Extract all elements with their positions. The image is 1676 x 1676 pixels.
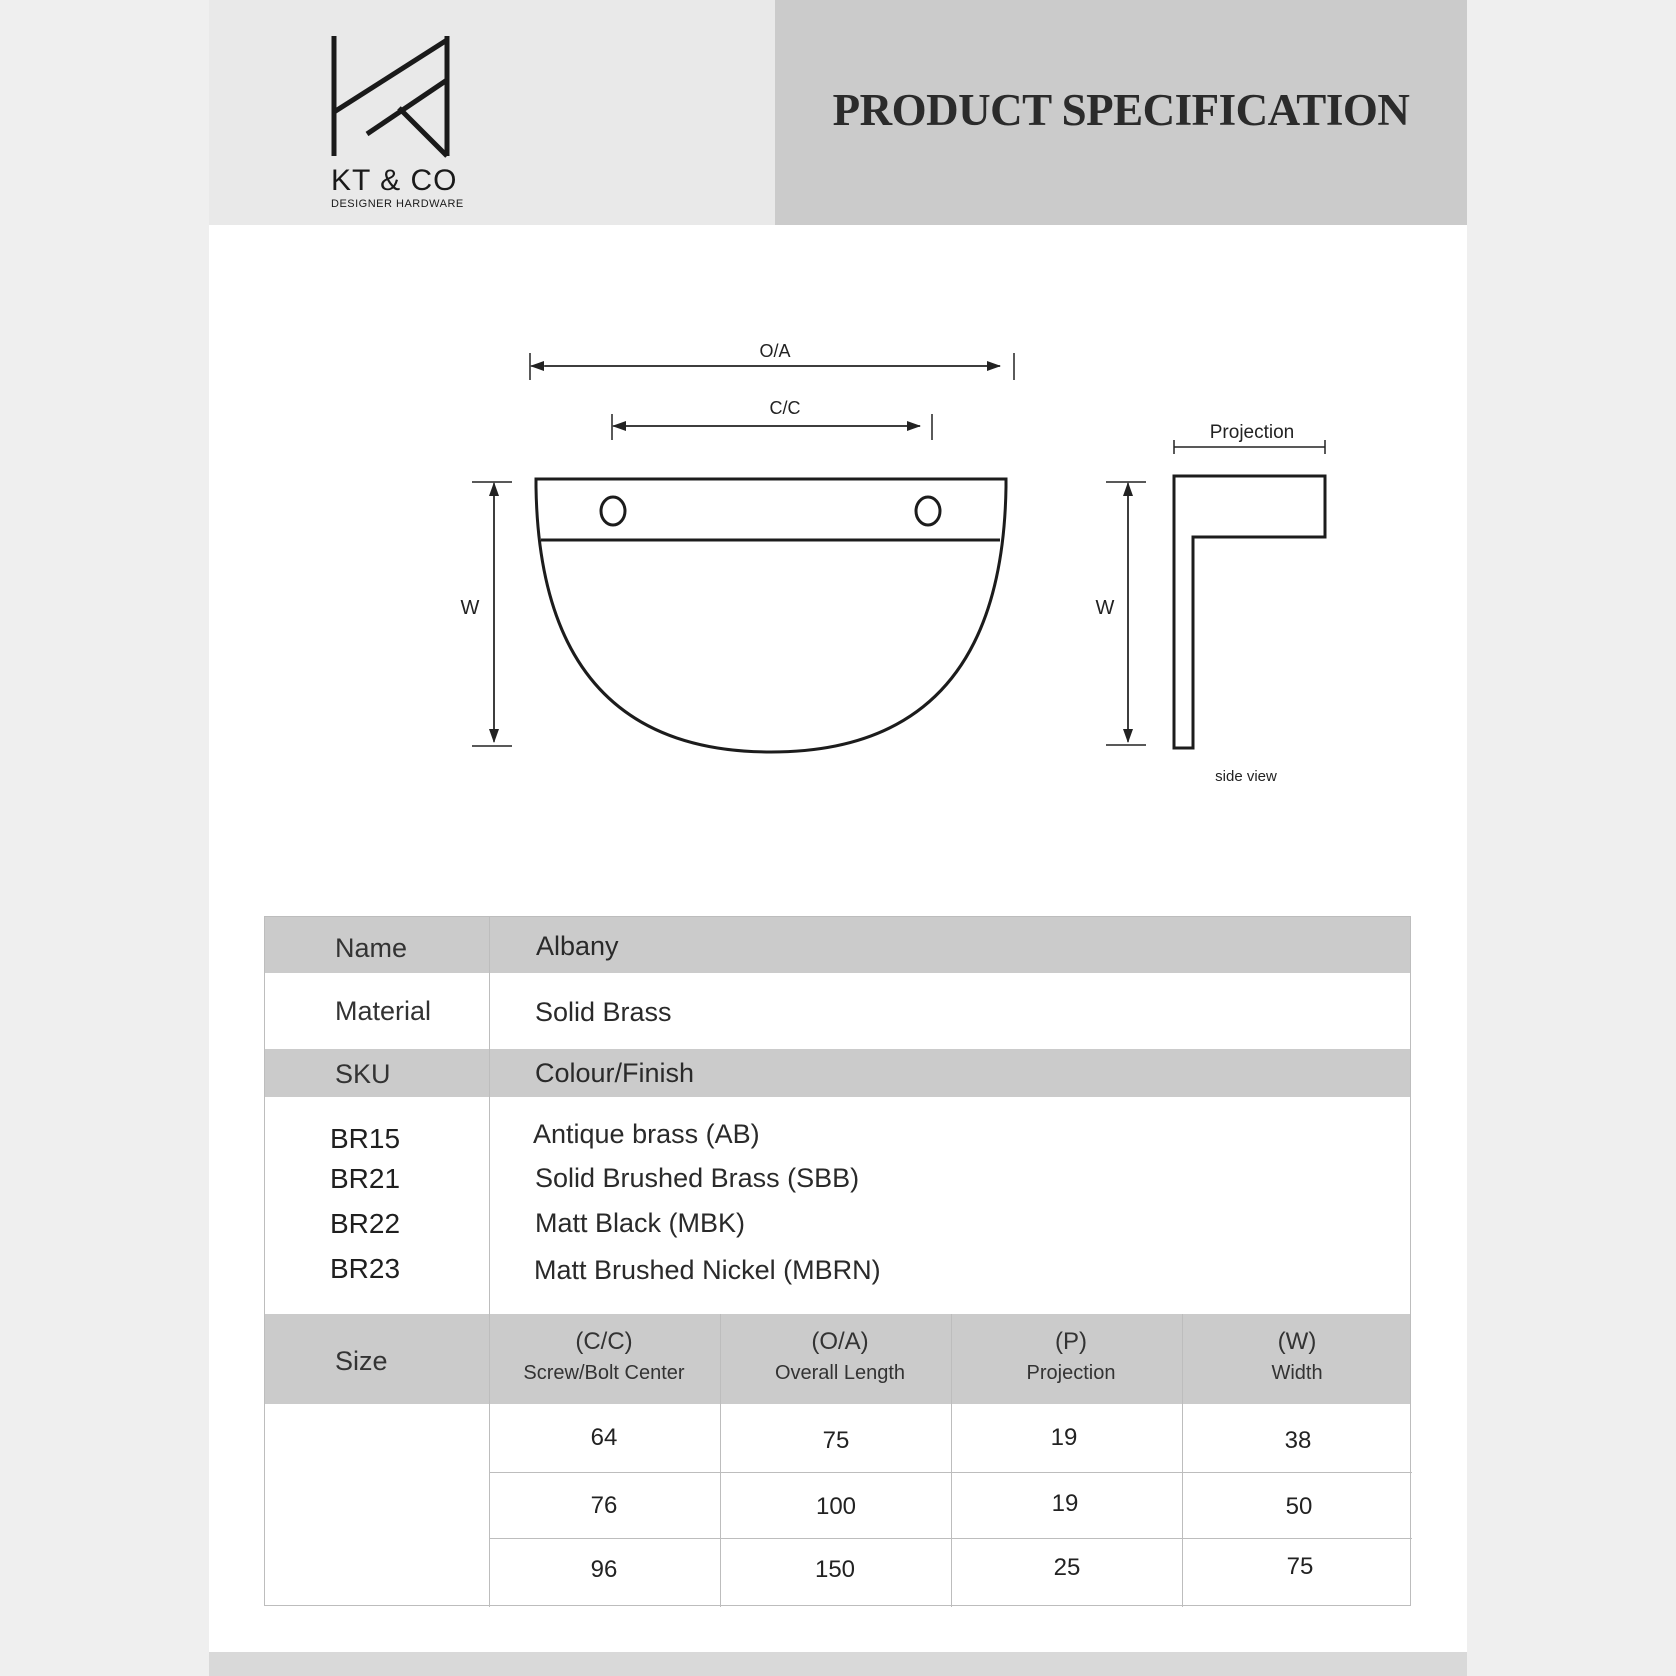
divider xyxy=(489,1472,1412,1473)
variant-sku: BR23 xyxy=(330,1253,401,1284)
size-w: 38 xyxy=(1284,1427,1312,1454)
size-oa: 100 xyxy=(815,1493,857,1520)
handle-front-view xyxy=(536,479,1006,752)
page-title: PRODUCT SPECIFICATION xyxy=(832,85,1410,135)
size-label: Size xyxy=(335,1346,388,1376)
column-header-p: (P) Projection xyxy=(1026,1328,1116,1384)
side-width-label: W xyxy=(1095,597,1115,619)
projection-dimension xyxy=(1174,422,1325,454)
name-value: Albany xyxy=(536,931,619,961)
divider xyxy=(720,1314,721,1607)
size-p: 19 xyxy=(1050,1424,1078,1451)
brand-tagline: DESIGNER HARDWARE xyxy=(331,198,464,210)
size-oa: 75 xyxy=(822,1427,850,1454)
size-w: 50 xyxy=(1285,1493,1313,1520)
variant-sku: BR22 xyxy=(330,1208,401,1239)
handle-side-view xyxy=(1174,476,1325,748)
material-row xyxy=(265,973,1410,1049)
material-label: Material xyxy=(335,996,432,1026)
variant-sku: BR15 xyxy=(330,1123,401,1154)
sku-label: SKU xyxy=(335,1059,391,1089)
size-cc: 76 xyxy=(590,1492,618,1519)
sku-header-row xyxy=(265,1049,1410,1097)
column-header-oa: (O/A) Overall Length xyxy=(774,1328,906,1384)
divider xyxy=(489,1538,1412,1539)
variant-finish: Antique brass (AB) xyxy=(533,1119,760,1149)
size-header-row xyxy=(265,1314,1410,1404)
side-width-dimension xyxy=(1096,482,1146,745)
variant-finish: Solid Brushed Brass (SBB) xyxy=(535,1163,860,1193)
divider xyxy=(1182,1314,1183,1607)
front-width-label: W xyxy=(460,597,480,619)
variant-finish: Matt Black (MBK) xyxy=(535,1208,746,1238)
size-row xyxy=(265,1404,1410,1472)
size-row xyxy=(265,1472,1410,1538)
column-header-cc: (C/C) Screw/Bolt Center xyxy=(523,1328,685,1384)
size-oa: 150 xyxy=(814,1556,856,1583)
front-width-dimension xyxy=(461,482,512,746)
name-label: Name xyxy=(335,933,408,963)
column-header-w: (W) Width xyxy=(1271,1328,1323,1384)
variant-finish: Matt Brushed Nickel (MBRN) xyxy=(534,1255,881,1285)
size-cc: 64 xyxy=(590,1424,618,1451)
name-row xyxy=(265,917,1410,973)
projection-label: Projection xyxy=(1209,422,1295,443)
screw-hole-icon xyxy=(601,497,625,525)
size-cc: 96 xyxy=(590,1556,618,1583)
size-p: 19 xyxy=(1051,1490,1079,1517)
finish-label: Colour/Finish xyxy=(535,1058,695,1088)
overall-length-dimension xyxy=(530,341,1014,380)
size-p: 25 xyxy=(1053,1554,1081,1581)
overall-length-label: O/A xyxy=(759,341,791,361)
size-w: 75 xyxy=(1286,1553,1314,1580)
footer-bar xyxy=(209,1652,1467,1676)
size-row xyxy=(265,1538,1410,1604)
screw-hole-icon xyxy=(916,497,940,525)
center-distance-dimension xyxy=(612,398,932,440)
brand-name: KT & CO xyxy=(331,164,458,197)
variants-block xyxy=(265,1097,1410,1285)
divider xyxy=(951,1314,952,1607)
spec-table xyxy=(264,916,1411,1606)
side-view-label: side view xyxy=(1215,768,1277,785)
divider xyxy=(489,917,490,1607)
material-value: Solid Brass xyxy=(535,997,672,1027)
variant-sku: BR21 xyxy=(330,1163,401,1194)
center-distance-label: C/C xyxy=(769,398,801,418)
